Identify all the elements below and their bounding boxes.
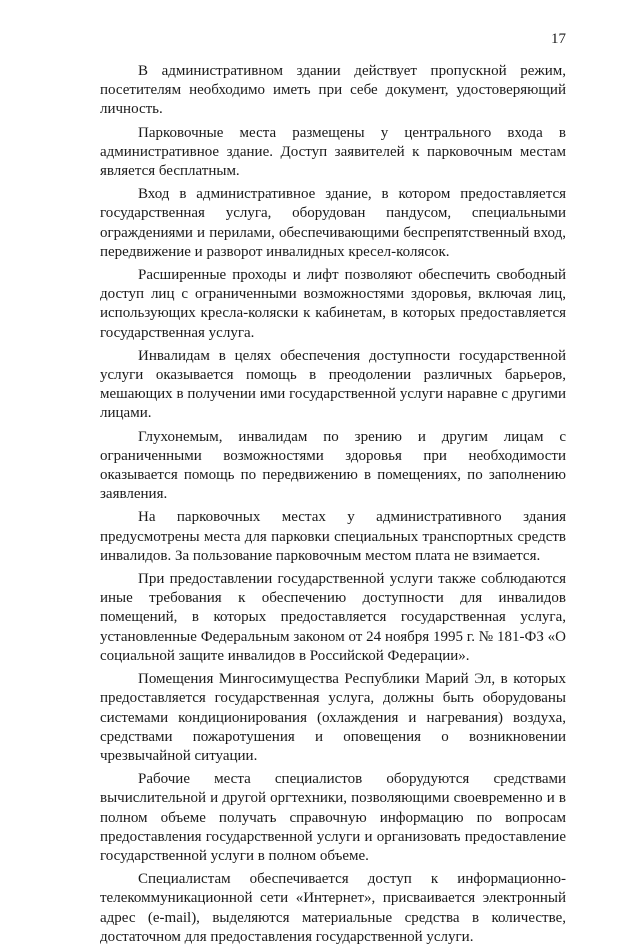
paragraph-wide-passages: Расширенные проходы и лифт позволяют обеспечить свободный доступ лиц с ограниченными возможностями здоровья, включая лиц, использующих кресла-коляски к кабинетам, в которых предоставляется государственная услуга. <box>100 267 566 341</box>
paragraph-deaf-blind-help: Глухонемым, инвалидам по зрению и другим лицам с ограниченными возможностями здоровья при необходимости оказывается помощь по передвижению в помещениях, по заполнению заявления. <box>100 428 566 503</box>
paragraph-access-regime: В административном здании действует пропускной режим, посетителям необходимо иметь при себе документ, удостоверяющий личность. <box>100 63 566 118</box>
paragraph-federal-law: При предоставлении государственной услуги также соблюдаются иные требования к обеспечению доступности для инвалидов помещений, в которых предоставляется государственная услуга, установленные Федеральным законом от 24 ноября 1995 г. № 181-ФЗ «О социальной защите инвалидов в Российской Федерации». <box>100 571 566 664</box>
paragraph-disabled-parking: На парковочных местах у административного здания предусмотрены места для парковки специальных транспортных средств инвалидов. За пользование парковочным местом плата не взимается. <box>100 509 566 564</box>
paragraph-internet-access: Специалистам обеспечивается доступ к информационно-телекоммуникационной сети «Интернет», присваивается электронный адрес (e-mail), выделяются материальные средства в количестве, достаточном для предоставления государственной услуги. <box>100 871 566 945</box>
paragraph-parking-places: Парковочные места размещены у центрального входа в административное здание. Доступ заявителей к парковочным местам является бесплатным. <box>100 124 566 180</box>
paragraph-workplaces: Рабочие места специалистов оборудуются средствами вычислительной и другой оргтехники, позволяющими своевременно и в полном объеме получать справочную информацию по вопросам предоставления государственной услуги и организовать предоставление государственной услуги в полном объеме. <box>100 771 566 864</box>
paragraph-premises-equipment: Помещения Мингосимущества Республики Марий Эл, в которых предоставляется государственная услуга, должны быть оборудованы системами кондиционирования (охлаждения и нагревания) воздуха, средствами пожаротушения и оповещения о возникновении чрезвычайной ситуации. <box>100 671 566 764</box>
paragraph-entrance-ramp: Вход в административное здание, в котором предоставляется государственная услуга, оборудован пандусом, специальными ограждениями и перилами, обеспечивающими беспрепятственный вход, передвижение и разворот инвалидных кресел-колясок. <box>100 186 566 260</box>
document-body <box>100 62 566 951</box>
paragraph-disabled-assistance: Инвалидам в целях обеспечения доступности государственной услуги оказывается помощь в преодолении различных барьеров, мешающих в получении ими государственной услуги наравне с другими лицами. <box>100 347 566 422</box>
page-number: 17 <box>551 31 566 47</box>
